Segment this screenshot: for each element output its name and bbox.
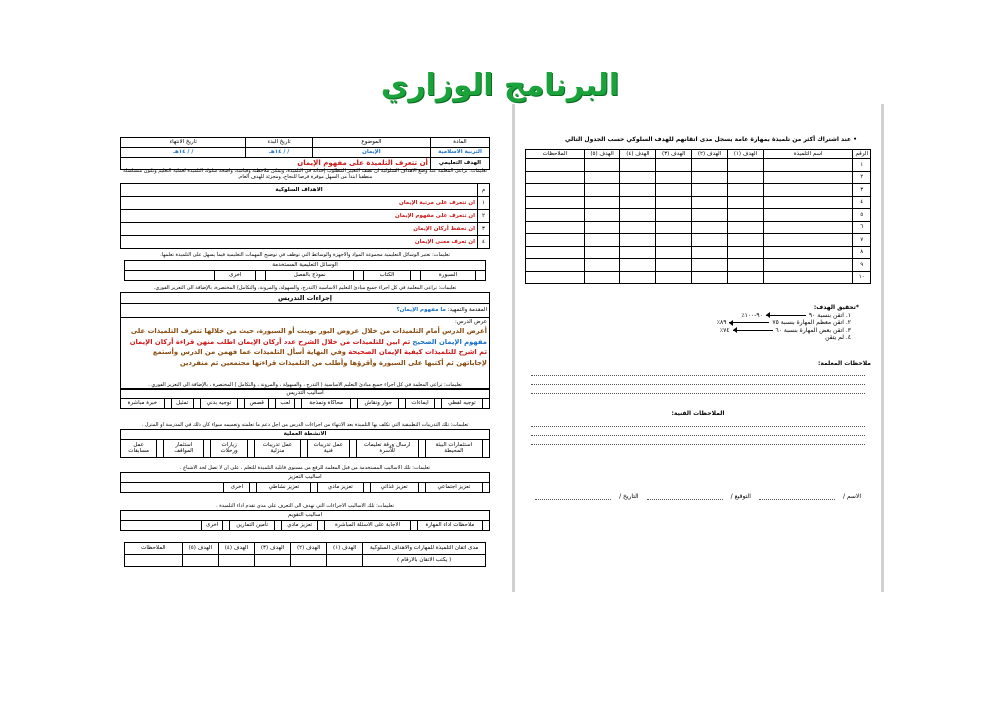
activities-table (120, 429, 490, 458)
student-cell[interactable] (727, 184, 763, 197)
student-cell[interactable] (526, 221, 585, 234)
row-number: ٧ (853, 234, 871, 247)
tech-notes-lines[interactable] (525, 418, 871, 445)
achievement-percent: ٨٩٪ (716, 319, 727, 327)
activity-checkbox[interactable] (483, 439, 490, 457)
arrow-icon (766, 315, 806, 316)
activity-checkbox[interactable] (418, 439, 425, 457)
method-checkbox[interactable] (434, 398, 441, 408)
objective-text: ان تتعرف على مفهوم الإيمان (121, 210, 478, 223)
assessment-item: الاجابة على الاسئلة المباشرة (325, 520, 410, 530)
method-checkbox[interactable] (483, 398, 490, 408)
student-row (526, 259, 871, 272)
reinforcement-checkbox[interactable] (311, 482, 318, 492)
activity-checkbox[interactable] (247, 439, 254, 457)
lesson-text: أعرض الدرس أمام التلميذات من خلال عروض البور بوينت أو السبورة، حيث من خلالها تتعرف التلميذات على (130, 327, 487, 335)
student-cell[interactable] (692, 259, 728, 272)
achievement-item (525, 334, 871, 342)
student-cell[interactable] (584, 259, 620, 272)
signature-line (525, 493, 871, 501)
subject-value: التربية الاسلامية (430, 147, 489, 157)
assessment-checkbox[interactable] (483, 520, 490, 530)
media-checkbox[interactable] (354, 270, 364, 280)
media-item: السبورة (420, 270, 475, 280)
assessment-checkbox[interactable] (223, 520, 230, 530)
lesson-label: عرض الدرس: (454, 319, 487, 326)
student-cell[interactable] (692, 196, 728, 209)
student-cell[interactable] (727, 234, 763, 247)
student-cell[interactable] (526, 246, 585, 259)
method-checkbox[interactable] (295, 398, 302, 408)
instructions-activities: تعليمات: تلك التدريبات التطبيقية التي تكلف بها التلميذة بعد الانتهاء من اجراءات الدرس من اجل دعم ما تعلمته وتعميمه سواء كان ذلك في المدرسة او المنزل . (141, 422, 469, 428)
reinforcement-checkbox[interactable] (418, 482, 425, 492)
student-cell[interactable] (656, 234, 692, 247)
instructions-media: تعليمات: تعتبر الوسائل التعليمية مجموعة المواد والاجهزة والوسائط التي توظف في توضيح المهمات التعليمية فيما يسهل على التلميذة تعلمها. (160, 252, 450, 258)
row-number: ٩ (853, 259, 871, 272)
reinforcement-table (120, 472, 490, 493)
mastery-col: الملاحظات (125, 543, 183, 555)
achievement-text: ٢. اتقن معظم المهارة بنسبة (780, 319, 851, 327)
name-field[interactable] (759, 493, 835, 501)
date-field[interactable] (535, 493, 611, 501)
instructions-assessment: تعليمات: تلك الاساليب الاجراءات التي تهدف الى التعرف على مدى تقدم اداء التلميذة . (216, 503, 394, 509)
student-cell[interactable] (526, 184, 585, 197)
student-cell[interactable] (526, 209, 585, 222)
assessment-item: ملاحظات اداء المهارة (417, 520, 482, 530)
student-cell[interactable] (620, 196, 656, 209)
activity-checkbox[interactable] (204, 439, 211, 457)
achievement-value: ٦٠ (775, 326, 782, 334)
instructions-reinforcement: تعليمات: تلك الاساليب المستخدمة من قبل المعلمة للرفع من مستوى قابلية التلميذة للتعلم ، على ان لا تصل لحد الاشباع . (179, 465, 431, 471)
method-checkbox[interactable] (351, 398, 358, 408)
student-cell[interactable] (656, 271, 692, 284)
method-item: توجيه لفظي (441, 398, 482, 408)
student-cell[interactable] (584, 234, 620, 247)
objective-num: ١ (478, 197, 490, 210)
student-cell[interactable] (584, 221, 620, 234)
activity-item: عمل مسابقات (121, 439, 157, 457)
media-header: الوسائل التعليمية المستخدمة (125, 261, 486, 271)
student-cell[interactable] (656, 221, 692, 234)
assessment-item: تأمين التمارين (230, 520, 275, 530)
method-item: توجيه بدني (200, 398, 238, 408)
mastery-cell[interactable] (125, 555, 183, 567)
mastery-col: الهدف (١) (327, 543, 363, 555)
mastery-cell[interactable] (291, 555, 327, 567)
method-checkbox[interactable] (193, 398, 200, 408)
student-cell[interactable] (727, 196, 763, 209)
sign-label: التوقيع / (730, 492, 751, 500)
objective-text: ان تتعرف على مرتبة الإيمان (121, 197, 478, 210)
end-date: / / ١٤هـ (121, 147, 246, 157)
page-title: البرنامج الوزاري (380, 68, 620, 103)
row-number: ٥ (853, 209, 871, 222)
assessment-header: اساليب التقويم (121, 511, 490, 521)
goal-value: أن تتعرف التلميذة على مفهوم الإيمان (121, 157, 431, 169)
col-header: الهدف (١) (727, 149, 763, 159)
col-header: الرقم (853, 149, 871, 159)
num-header: م (478, 184, 490, 197)
student-cell[interactable] (620, 259, 656, 272)
student-cell[interactable] (692, 271, 728, 284)
lesson-text: ثم ابين للتلميذات من خلال الشرح عدد أركان الإيمان اطلب منهن قراءة أركان الإيمان ثم اشرح للتلميذات كيفية الإيمان الصحيحة (129, 337, 487, 357)
student-row (526, 271, 871, 284)
student-row (526, 246, 871, 259)
student-cell[interactable] (763, 221, 853, 234)
instructions-objectives: تعليمات: تراعى المعلمة عند وضع الاهداف السلوكية ان تصف التغيير المطلوب إحداثه في التلميذة، ويمكن ملاحظته وقياسه، واضحة سلوك التلميذة لعملية التعليم وتكون متسلسلة منطقيا ابتدأ من السهل موفرة فرصا للنجاح، ومجزئة للهدف العام. (123, 168, 487, 181)
arrow-icon (729, 322, 769, 323)
achievement-percent: ٧٤٪ (719, 326, 730, 334)
student-cell[interactable] (763, 196, 853, 209)
student-cell[interactable] (727, 246, 763, 259)
student-cell[interactable] (656, 171, 692, 184)
method-item: حوار ونقاش (358, 398, 399, 408)
method-checkbox[interactable] (269, 398, 276, 408)
student-cell[interactable] (620, 184, 656, 197)
student-cell[interactable] (584, 184, 620, 197)
assessment-page (512, 104, 884, 592)
method-checkbox[interactable] (399, 398, 406, 408)
sign-field[interactable] (647, 493, 723, 501)
teacher-notes-lines[interactable] (525, 367, 871, 394)
student-cell[interactable] (620, 234, 656, 247)
reinforcement-item: تعزيز غذائي (370, 482, 418, 492)
student-cell[interactable] (763, 159, 853, 172)
reinforcement-item: تعزيز مادي (318, 482, 363, 492)
instructions-principles: تعليمات: تراعى المعلمة في كل اجراء جميع مبادئ التعليم الاساسية (التدرج، والسهولة، والمرونة، والتكامل) المختصرة، بالإضافة الى التعزيز الفوري. (153, 285, 457, 291)
lesson-text: وفي النهاية أسأل التلميذات عما فهمن من الدرس وأستمع لإجاباتهن ثم أكتبها على السبورة وأقرؤها وأطلب من التلميذات قراءتها مجتمعين ثم منفردين (152, 348, 487, 367)
student-row (526, 159, 871, 172)
student-cell[interactable] (620, 246, 656, 259)
mastery-col: الهدف (٤) (218, 543, 254, 555)
activity-item: استثمار المواقف (164, 439, 204, 457)
student-cell[interactable] (656, 159, 692, 172)
student-cell[interactable] (656, 184, 692, 197)
assessment-checkbox[interactable] (410, 520, 417, 530)
start-label: تاريخ البدء (246, 138, 312, 148)
header-table (120, 137, 490, 170)
mastery-cell[interactable] (254, 555, 290, 567)
reinforcement-header: اساليب التعزيز (121, 473, 490, 483)
student-cell[interactable] (620, 271, 656, 284)
media-item: الكتاب (364, 270, 411, 280)
media-table (124, 260, 486, 281)
row-number: ٤ (853, 196, 871, 209)
name-label: الاسم / (842, 492, 861, 500)
end-label: تاريخ الانتهاء (121, 138, 246, 148)
achievement-value: ٧٥ (772, 319, 779, 327)
student-cell[interactable] (692, 234, 728, 247)
student-cell[interactable] (526, 271, 585, 284)
achievement-text: ٤. لم يتقن (825, 334, 851, 342)
arrow-icon (733, 330, 773, 331)
student-cell[interactable] (763, 171, 853, 184)
row-number: ١٠ (853, 271, 871, 284)
mastery-cell[interactable] (327, 555, 363, 567)
student-cell[interactable] (727, 271, 763, 284)
achievement-label: *تحقيق الهدف: (813, 304, 859, 312)
row-number: ٢ (853, 171, 871, 184)
col-header: الهدف (٣) (656, 149, 692, 159)
objective-text: ان تعرف معنى الإيمان (121, 236, 478, 249)
student-cell[interactable] (763, 234, 853, 247)
activity-checkbox[interactable] (157, 439, 164, 457)
student-cell[interactable] (692, 209, 728, 222)
student-cell[interactable] (526, 196, 585, 209)
table-heading: • عند اشتراك أكثر من تلميذة بمهارة عامة يسجل مدى اتقانهم للهدف السلوكي حسب الجدول التالي (564, 136, 857, 143)
objective-text: ان تحفظ أركان الإيمان (121, 223, 478, 236)
col-header: الملاحظات (526, 149, 585, 159)
student-cell[interactable] (656, 196, 692, 209)
media-item: نموذج بالفصل (266, 270, 354, 280)
activity-item: عمل تدريبات منزلية (254, 439, 300, 457)
activity-item: زيارات ورحلات (211, 439, 248, 457)
media-checkbox[interactable] (410, 270, 420, 280)
activity-checkbox[interactable] (300, 439, 307, 457)
reinforcement-item: اخرى (224, 482, 250, 492)
tech-notes-label: الملاحظات الفنية: (671, 410, 725, 418)
mastery-cell[interactable] (218, 555, 254, 567)
methods-header: اساليب التدريس (121, 389, 490, 399)
student-row (526, 221, 871, 234)
assessment-item: تعزيز مادي (282, 520, 318, 530)
method-item: تمثيل (171, 398, 193, 408)
assessment-table (120, 510, 490, 531)
student-cell[interactable] (727, 159, 763, 172)
achievement-text: ١. اتقن بنسبة (817, 311, 851, 319)
student-cell[interactable] (692, 184, 728, 197)
mastery-col: الهدف (٥) (182, 543, 218, 555)
student-cell[interactable] (727, 209, 763, 222)
achievement-item (525, 327, 871, 335)
lesson-plan-page (120, 132, 490, 577)
student-cell[interactable] (692, 221, 728, 234)
method-item: ايماءات (406, 398, 434, 408)
student-cell[interactable] (620, 221, 656, 234)
activity-item: عمل تدريبات فنية (307, 439, 349, 457)
activity-checkbox[interactable] (349, 439, 356, 457)
mastery-col: الهدف (٢) (291, 543, 327, 555)
achievement-percent: ٩٠-١٠٠٪ (741, 311, 763, 319)
student-row (526, 171, 871, 184)
method-checkbox[interactable] (238, 398, 245, 408)
student-cell[interactable] (727, 259, 763, 272)
reinforcement-checkbox[interactable] (483, 482, 490, 492)
achievement-section (525, 304, 871, 342)
student-cell[interactable] (692, 159, 728, 172)
mastery-col: الهدف (٣) (254, 543, 290, 555)
student-cell[interactable] (620, 209, 656, 222)
mastery-cell[interactable] (182, 555, 218, 567)
row-number: ٦ (853, 221, 871, 234)
students-table (525, 149, 871, 285)
student-cell[interactable] (763, 271, 853, 284)
student-cell[interactable] (526, 159, 585, 172)
student-cell[interactable] (526, 259, 585, 272)
student-cell[interactable] (620, 171, 656, 184)
assessment-checkbox[interactable] (318, 520, 325, 530)
student-cell[interactable] (656, 259, 692, 272)
achievement-item (525, 319, 871, 327)
method-item: قصص (245, 398, 269, 408)
topic-label: الموضوع (312, 138, 430, 148)
assessment-checkbox[interactable] (275, 520, 282, 530)
media-checkbox[interactable] (256, 270, 266, 280)
objectives-table (120, 183, 490, 249)
student-cell[interactable] (692, 246, 728, 259)
intro-question: ما مفهوم الإيمان؟ (396, 307, 446, 314)
student-cell[interactable] (584, 209, 620, 222)
assessment-item: اخرى (202, 520, 223, 530)
media-checkbox[interactable] (476, 270, 486, 280)
student-cell[interactable] (727, 171, 763, 184)
student-cell[interactable] (584, 196, 620, 209)
student-row (526, 196, 871, 209)
heading-text: عند اشتراك أكثر من تلميذة بمهارة عامة يسجل مدى اتقانهم للهدف السلوكي حسب الجدول التالي (564, 136, 852, 143)
student-cell[interactable] (656, 209, 692, 222)
student-cell[interactable] (763, 209, 853, 222)
procedures-header: إجراءات التدريس (121, 293, 490, 304)
activity-item: استثمارات البيئة المحيطة (425, 439, 482, 457)
goal-label: الهدف التعليمي (430, 157, 489, 169)
row-number: ٣ (853, 184, 871, 197)
student-cell[interactable] (727, 221, 763, 234)
objectives-header: الاهداف السلوكية (121, 184, 478, 197)
reinforcement-checkbox[interactable] (363, 482, 370, 492)
student-row (526, 209, 871, 222)
achievement-item (525, 312, 871, 320)
student-cell[interactable] (584, 171, 620, 184)
student-row (526, 184, 871, 197)
student-cell[interactable] (763, 246, 853, 259)
achievement-value: ٩٠ (808, 311, 816, 319)
col-header: الهدف (٤) (620, 149, 656, 159)
reinforcement-item: تعزيز نشاطي (257, 482, 311, 492)
date-label: التاريخ / (619, 492, 639, 500)
activity-item: ارسال ورقة تعليمات للأسرة (356, 439, 418, 457)
reinforcement-item: تعزيز اجتماعي (425, 482, 482, 492)
col-header: الهدف (٢) (692, 149, 728, 159)
student-cell[interactable] (692, 171, 728, 184)
student-cell[interactable] (656, 246, 692, 259)
media-item: اخرى (215, 270, 256, 280)
lesson-text-highlight: مفهوم الإيمان الصحيح (412, 337, 487, 346)
reinforcement-checkbox[interactable] (250, 482, 257, 492)
objective-num: ٤ (478, 236, 490, 249)
method-item: محاكاة ونمذجة (302, 398, 351, 408)
lesson-body (123, 326, 487, 368)
student-cell[interactable] (763, 184, 853, 197)
row-number: ٨ (853, 246, 871, 259)
method-item: لعب (276, 398, 295, 408)
instructions-methods: تعليمات: تراعى المعلمة في كل اجراء جميع مبادئ التعليم الاساسية ( التدرج ، والسهولة ، والمرونة ، والتكامل ) المختصرة ، بالإضافة الى التعزيز الفوري . (148, 382, 462, 388)
student-cell[interactable] (620, 159, 656, 172)
activities-header: الانشطة العملية (121, 430, 490, 440)
col-header: الهدف (٥) (584, 149, 620, 159)
teacher-notes-label: ملاحظات المعلمة: (817, 359, 871, 367)
student-row (526, 234, 871, 247)
student-cell[interactable] (526, 171, 585, 184)
mastery-sub: ( يكتب الاتقان بالارقام ) (363, 555, 486, 567)
intro-label: المقدمة والتمهيد: (447, 307, 487, 314)
student-cell[interactable] (584, 271, 620, 284)
mastery-label: مدى اتقان التلميذة للمهارات والاهداف السلوكية (363, 543, 486, 555)
student-cell[interactable] (763, 259, 853, 272)
objective-num: ٣ (478, 223, 490, 236)
student-cell[interactable] (584, 159, 620, 172)
topic-value: الإيمان (312, 147, 430, 157)
col-header: اسم التلميذة (763, 149, 853, 159)
method-item: خبرة مباشرة (121, 398, 165, 408)
mastery-table (124, 542, 486, 567)
student-cell[interactable] (526, 234, 585, 247)
row-number: ١ (853, 159, 871, 172)
student-cell[interactable] (584, 246, 620, 259)
achievement-text: ٣. اتقن بعض المهارة بنسبة (783, 326, 851, 334)
objective-num: ٢ (478, 210, 490, 223)
methods-table (120, 388, 490, 409)
start-date: / / ١٤هـ (246, 147, 312, 157)
method-checkbox[interactable] (164, 398, 171, 408)
subject-label: المادة (430, 138, 489, 148)
procedures-table (120, 292, 490, 390)
